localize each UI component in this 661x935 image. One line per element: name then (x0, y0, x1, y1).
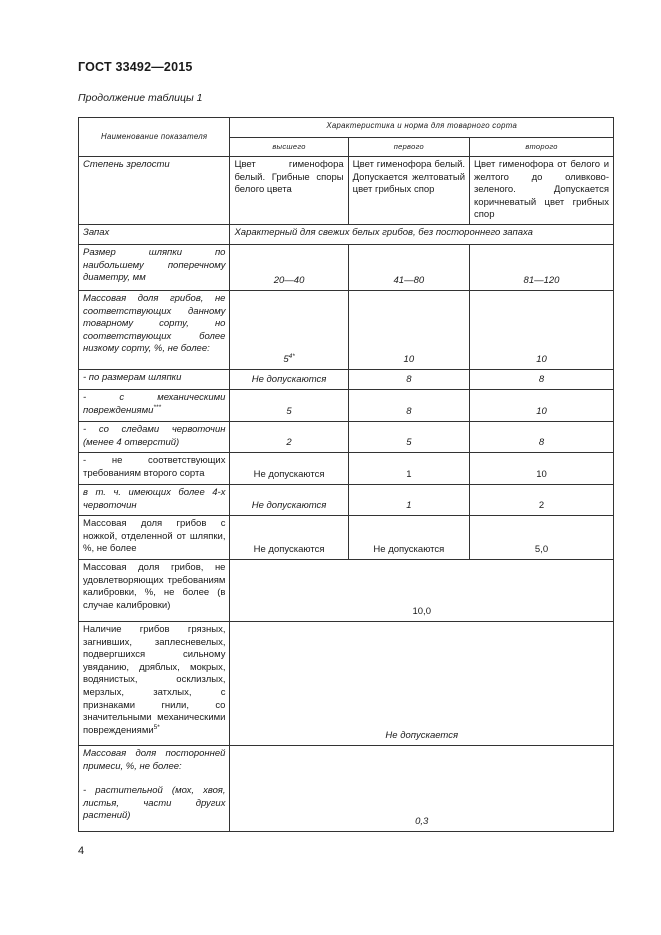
header-grade-second: второго (470, 138, 614, 157)
table-row (79, 745, 614, 831)
row-sublabel: - растительной (мох, хвоя, листья, части других растений) (83, 785, 226, 822)
table-row (79, 515, 614, 559)
cell-first: 5 (348, 421, 469, 452)
row-name: Запах (79, 224, 230, 244)
row-name: Степень зрелости (79, 157, 230, 225)
table-row (79, 621, 614, 745)
row-name: - не соответствующих требованиям второго сорта (79, 452, 230, 484)
cell-second: 2 (470, 484, 614, 515)
cell-highest (230, 290, 348, 369)
row-name: - по размерам шляпки (79, 369, 230, 389)
table-row (79, 484, 614, 515)
cell-second: 10 (470, 452, 614, 484)
header-grade-group: Характеристика и норма для товарного сорта (230, 118, 614, 138)
cell-second: 8 (470, 369, 614, 389)
cell-highest: 2 (230, 421, 348, 452)
cell-all-grades: Не допускается (230, 621, 614, 745)
row-label: Массовая доля грибов с ножкой, отделенной от шляпки, %, не более (83, 517, 226, 555)
cell-highest: Не допускаются (230, 452, 348, 484)
row-label: Массовая доля посторонней примеси, %, не более: (83, 747, 226, 772)
cell-second: Цвет гименофора от белого и желтого до оливково-зеленого. Допускается коричневатый цвет грибных спор (470, 157, 614, 225)
cell-first: Цвет гименофора белый. Допускается желтоватый цвет грибных спор (348, 157, 469, 225)
table-row (79, 290, 614, 369)
cell-second: 5,0 (470, 515, 614, 559)
document-header: ГОСТ 33492—2015 (78, 60, 193, 74)
row-name: Массовая доля грибов, не соответствующих данному товарному сорту, но соответствующих более низкому сорту, %, не более: (79, 290, 230, 369)
cell-second: 10 (470, 389, 614, 421)
page-number: 4 (78, 845, 85, 857)
header-indicator: Наименование показателя (79, 118, 230, 157)
cell-second: 8 (470, 421, 614, 452)
footnote-ref: 4* (288, 353, 295, 361)
cell-highest: Не допускаются (230, 369, 348, 389)
row-name (79, 621, 230, 745)
table-row (79, 369, 614, 389)
row-name: в т. ч. имеющих более 4-х червоточин (79, 484, 230, 515)
cell-second: 81—120 (470, 244, 614, 290)
table-row (79, 157, 614, 225)
row-name (79, 745, 230, 831)
table-row (79, 389, 614, 421)
cell-highest: 5 (230, 389, 348, 421)
footnote-ref: *** (153, 403, 161, 411)
cell-highest: Не допускаются (230, 484, 348, 515)
row-name: Массовая доля грибов, не удовлетворяющих требованиям калибровки, %, не более (в случае калибровки) (79, 559, 230, 621)
cell-second: 10 (470, 290, 614, 369)
cell-first: 8 (348, 369, 469, 389)
cell-highest: Цвет гименофора белый. Грибные споры белого цвета (230, 157, 348, 225)
table-row (79, 224, 614, 244)
row-name: - со следами червоточин (менее 4 отверстий) (79, 421, 230, 452)
specs-table (78, 117, 614, 832)
value: 5 (283, 354, 289, 366)
header-grade-first: первого (348, 138, 469, 157)
table-row (79, 421, 614, 452)
cell-first: 1 (348, 452, 469, 484)
cell-first: 41—80 (348, 244, 469, 290)
header-grade-highest: высшего (230, 138, 348, 157)
cell-all-grades: 0,3 (230, 745, 614, 831)
table-caption: Продолжение таблицы 1 (78, 92, 203, 104)
cell-highest: Не допускаются (230, 515, 348, 559)
footnote-ref: 5* (153, 723, 160, 731)
cell-all-grades: Характерный для свежих белых грибов, без постороннего запаха (230, 224, 614, 244)
table-row (79, 559, 614, 621)
row-label: Наличие грибов грязных, загнивших, заплесневелых, подвергшихся сильному увяданию, дряблых, мокрых, водянистых, осклизлых, мерзлых, затхлых, с признаками гнили, со значительными механическими повреждениями (83, 623, 226, 736)
cell-first: 10 (348, 290, 469, 369)
cell-first: 1 (348, 484, 469, 515)
row-label: - с механическими повреждениями (83, 391, 226, 416)
cell-first: 8 (348, 389, 469, 421)
cell-highest: 20—40 (230, 244, 348, 290)
table-row (79, 244, 614, 290)
row-name: Размер шляпки по наибольшему поперечному диаметру, мм (79, 244, 230, 290)
table-row (79, 452, 614, 484)
cell-all-grades: 10,0 (230, 559, 614, 621)
cell-first: Не допускаются (348, 515, 469, 559)
row-name (79, 389, 230, 421)
row-name (79, 515, 230, 559)
